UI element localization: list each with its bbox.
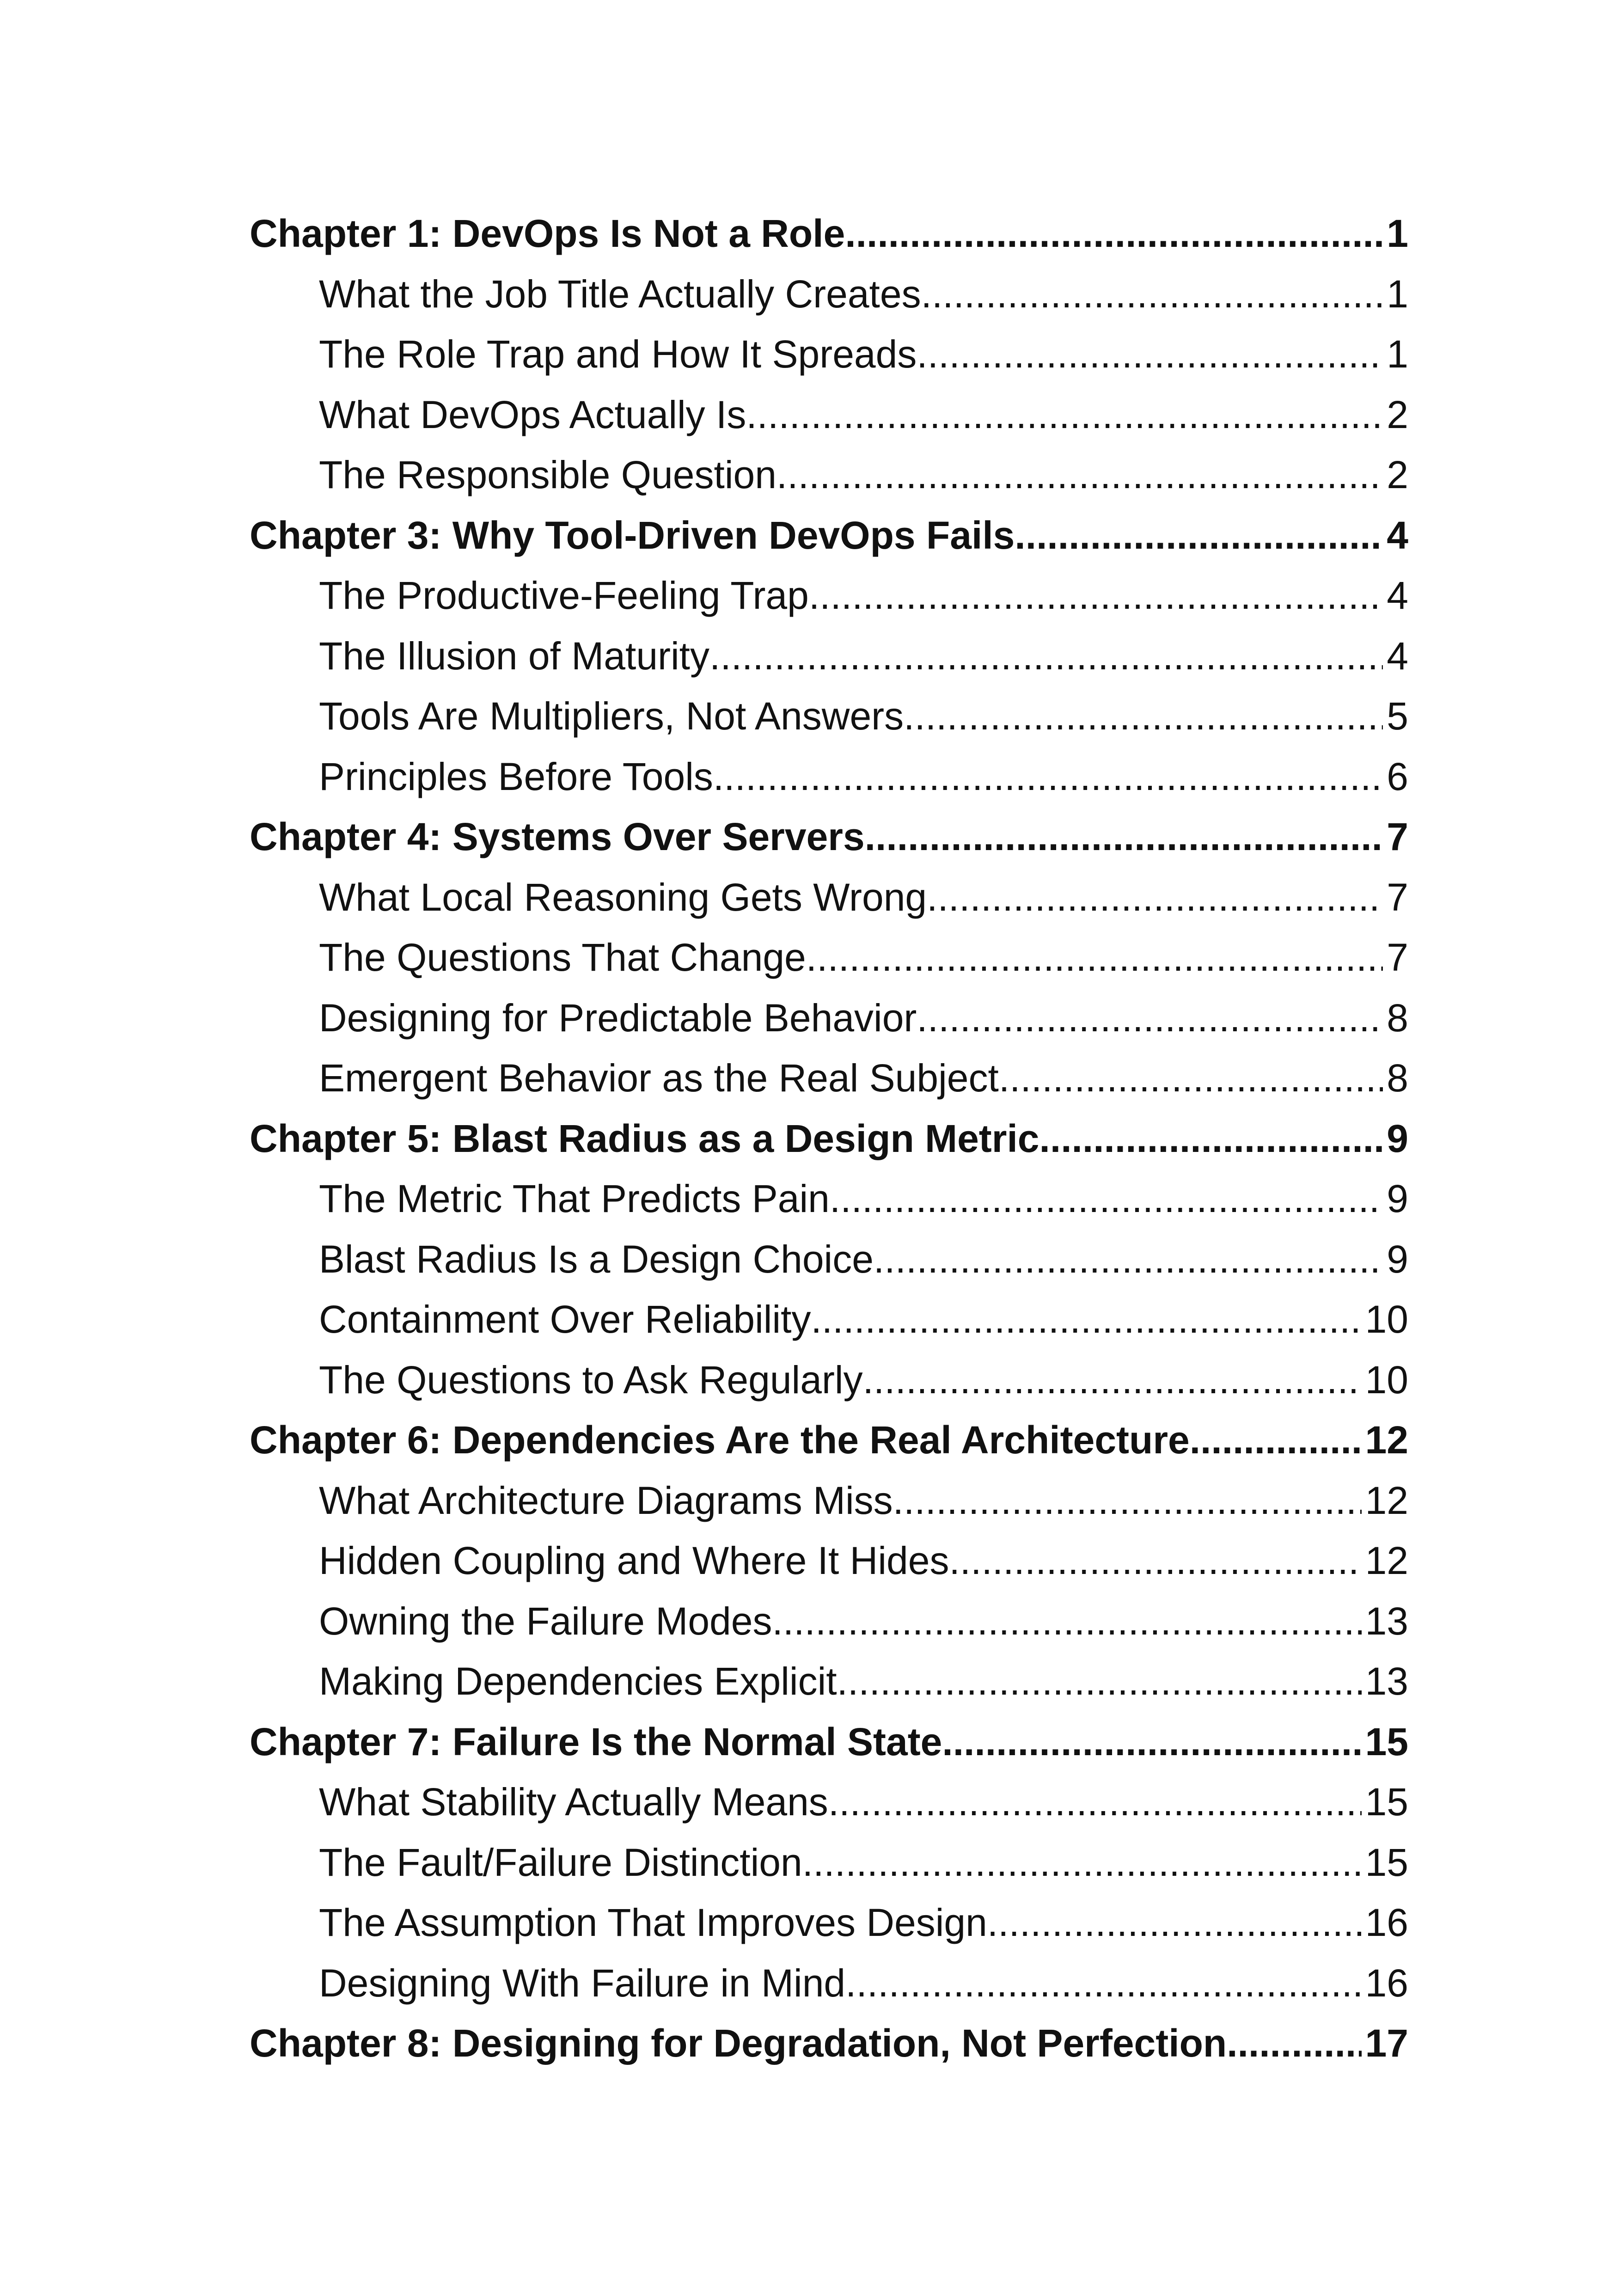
toc-section-entry[interactable] (250, 1289, 1408, 1350)
dot-leader (865, 807, 1383, 867)
toc-page-number: 16 (1365, 1901, 1408, 1944)
toc-page-number: 4 (1387, 513, 1408, 557)
toc-page-number: 17 (1365, 2021, 1408, 2065)
toc-section-entry[interactable] (250, 1651, 1408, 1712)
toc-page-number: 7 (1387, 875, 1408, 919)
dot-leader (987, 1892, 1362, 1953)
toc-page-number: 6 (1387, 754, 1408, 798)
toc-section-entry[interactable] (250, 1832, 1408, 1893)
dot-leader (845, 203, 1383, 264)
toc-chapter-entry[interactable] (250, 2013, 1408, 2074)
toc-entry-title: The Illusion of Maturity (319, 634, 710, 678)
toc-page-number: 8 (1387, 996, 1408, 1040)
toc-page-number: 1 (1387, 332, 1408, 376)
toc-entry-title: The Fault/Failure Distinction (319, 1840, 802, 1884)
toc-entry-title: What Local Reasoning Gets Wrong (319, 875, 927, 919)
toc-section-entry[interactable] (250, 626, 1408, 686)
toc-entry-title: Chapter 3: Why Tool-Driven DevOps Fails (250, 513, 1015, 557)
dot-leader (874, 1229, 1383, 1290)
toc-page-number: 9 (1387, 1177, 1408, 1220)
toc-entry-title: Emergent Behavior as the Real Subject (319, 1056, 999, 1100)
toc-chapter-entry[interactable] (250, 1410, 1408, 1470)
dot-leader (1190, 1410, 1362, 1470)
toc-page-number: 1 (1387, 272, 1408, 316)
toc-entry-title: The Questions to Ask Regularly (319, 1358, 863, 1402)
toc-section-entry[interactable] (250, 1531, 1408, 1591)
dot-leader (1039, 1108, 1383, 1169)
toc-entry-title: The Questions That Change (319, 936, 806, 979)
toc-page-number: 12 (1365, 1539, 1408, 1582)
toc-entry-title: Chapter 6: Dependencies Are the Real Architecture (250, 1418, 1190, 1462)
toc-section-entry[interactable] (250, 988, 1408, 1048)
toc-section-entry[interactable] (250, 1892, 1408, 1953)
toc-section-entry[interactable] (250, 324, 1408, 385)
toc-entry-title: The Responsible Question (319, 453, 776, 496)
dot-leader (837, 1651, 1362, 1712)
toc-page-number: 12 (1365, 1478, 1408, 1522)
toc-chapter-entry[interactable] (250, 1108, 1408, 1169)
toc-section-entry[interactable] (250, 565, 1408, 626)
toc-section-entry[interactable] (250, 1772, 1408, 1832)
table-of-contents (250, 203, 1408, 2074)
dot-leader (772, 1591, 1361, 1652)
toc-entry-title: Tools Are Multipliers, Not Answers (319, 694, 904, 738)
toc-entry-title: Principles Before Tools (319, 754, 713, 798)
toc-page-number: 13 (1365, 1599, 1408, 1643)
toc-section-entry[interactable] (250, 1169, 1408, 1229)
toc-page-number: 9 (1387, 1237, 1408, 1281)
toc-entry-title: Owning the Failure Modes (319, 1599, 772, 1643)
toc-section-entry[interactable] (250, 686, 1408, 747)
toc-page-number: 12 (1365, 1418, 1408, 1462)
toc-page-number: 10 (1365, 1298, 1408, 1341)
dot-leader (802, 1832, 1362, 1893)
dot-leader (917, 988, 1383, 1048)
dot-leader (949, 1531, 1361, 1591)
toc-section-entry[interactable] (250, 1048, 1408, 1108)
toc-page-number: 1 (1387, 212, 1408, 255)
toc-page-number: 4 (1387, 574, 1408, 617)
toc-entry-title: Blast Radius Is a Design Choice (319, 1237, 874, 1281)
toc-chapter-entry[interactable] (250, 203, 1408, 264)
dot-leader (746, 385, 1383, 445)
toc-page-number: 4 (1387, 634, 1408, 678)
dot-leader (830, 1169, 1383, 1229)
toc-page-number: 15 (1365, 1780, 1408, 1824)
toc-entry-title: What Architecture Diagrams Miss (319, 1478, 893, 1522)
toc-section-entry[interactable] (250, 385, 1408, 445)
toc-section-entry[interactable] (250, 867, 1408, 928)
dot-leader (1227, 2013, 1361, 2074)
toc-section-entry[interactable] (250, 1953, 1408, 2014)
toc-page-number: 5 (1387, 694, 1408, 738)
toc-page-number: 2 (1387, 453, 1408, 496)
toc-entry-title: The Assumption That Improves Design (319, 1901, 987, 1944)
toc-page-number: 7 (1387, 936, 1408, 979)
toc-entry-title: The Role Trap and How It Spreads (319, 332, 917, 376)
dot-leader (893, 1470, 1362, 1531)
toc-entry-title: What DevOps Actually Is (319, 392, 746, 436)
toc-page-number: 10 (1365, 1358, 1408, 1402)
dot-leader (863, 1350, 1362, 1410)
dot-leader (776, 445, 1383, 505)
toc-entry-title: The Productive-Feeling Trap (319, 574, 809, 617)
dot-leader (713, 747, 1383, 807)
toc-page-number: 8 (1387, 1056, 1408, 1100)
toc-section-entry[interactable] (250, 747, 1408, 807)
toc-entry-title: What Stability Actually Means (319, 1780, 828, 1824)
dot-leader (845, 1953, 1361, 2014)
toc-entry-title: Containment Over Reliability (319, 1298, 811, 1341)
toc-chapter-entry[interactable] (250, 807, 1408, 867)
dot-leader (806, 927, 1383, 988)
toc-entry-title: Chapter 7: Failure Is the Normal State (250, 1720, 942, 1763)
toc-entry-title: Making Dependencies Explicit (319, 1659, 837, 1703)
toc-entry-title: Chapter 4: Systems Over Servers (250, 815, 865, 858)
dot-leader (917, 324, 1383, 385)
dot-leader (811, 1289, 1361, 1350)
toc-entry-title: Designing With Failure in Mind (319, 1961, 846, 2005)
toc-entry-title: Designing for Predictable Behavior (319, 996, 917, 1040)
toc-chapter-entry[interactable] (250, 1712, 1408, 1772)
toc-entry-title: What the Job Title Actually Creates (319, 272, 921, 316)
dot-leader (1015, 505, 1383, 566)
toc-page-number: 7 (1387, 815, 1408, 858)
toc-entry-title: Chapter 1: DevOps Is Not a Role (250, 212, 845, 255)
dot-leader (809, 565, 1383, 626)
dot-leader (927, 867, 1383, 928)
toc-page-number: 16 (1365, 1961, 1408, 2005)
toc-section-entry[interactable] (250, 264, 1408, 325)
dot-leader (904, 686, 1383, 747)
dot-leader (828, 1772, 1362, 1832)
toc-chapter-entry[interactable] (250, 505, 1408, 566)
toc-section-entry[interactable] (250, 445, 1408, 505)
toc-section-entry[interactable] (250, 1350, 1408, 1410)
toc-section-entry[interactable] (250, 927, 1408, 988)
toc-entry-title: Hidden Coupling and Where It Hides (319, 1539, 949, 1582)
toc-page-number: 9 (1387, 1116, 1408, 1160)
toc-section-entry[interactable] (250, 1229, 1408, 1290)
toc-page-number: 13 (1365, 1659, 1408, 1703)
dot-leader (921, 264, 1383, 325)
dot-leader (999, 1048, 1383, 1108)
toc-entry-title: Chapter 5: Blast Radius as a Design Metric (250, 1116, 1039, 1160)
dot-leader (942, 1712, 1361, 1772)
toc-section-entry[interactable] (250, 1591, 1408, 1652)
dot-leader (709, 626, 1383, 686)
toc-entry-title: Chapter 8: Designing for Degradation, Not Perfection (250, 2021, 1227, 2065)
toc-entry-title: The Metric That Predicts Pain (319, 1177, 830, 1220)
toc-section-entry[interactable] (250, 1470, 1408, 1531)
toc-page-number: 15 (1365, 1840, 1408, 1884)
toc-page-number: 2 (1387, 392, 1408, 436)
toc-page-number: 15 (1365, 1720, 1408, 1763)
